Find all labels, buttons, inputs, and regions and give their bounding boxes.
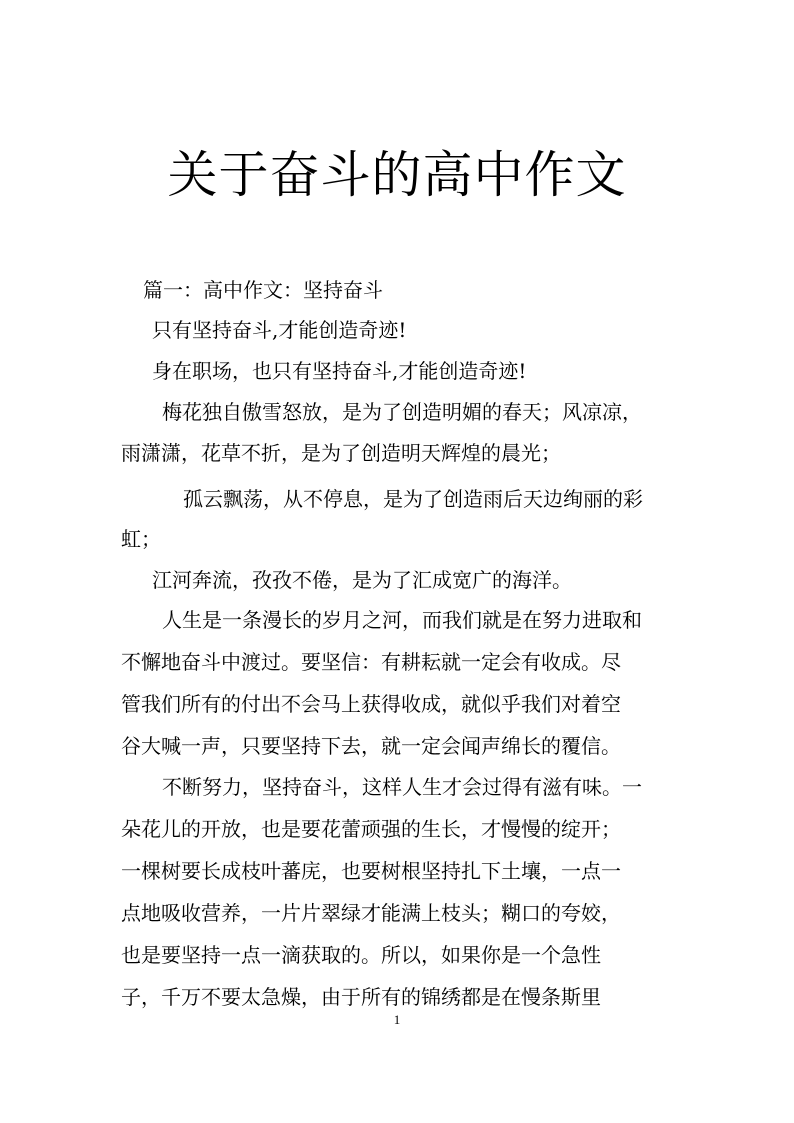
paragraph-line: 孤云飘荡，从不停息，是为了创造雨后天边绚丽的彩 bbox=[183, 487, 643, 511]
paragraph-line: 雨潇潇，花草不折，是为了创造明天辉煌的晨光； bbox=[121, 441, 561, 465]
paragraph-line: 只有坚持奋斗,才能创造奇迹! bbox=[152, 318, 407, 342]
paragraph-line: 管我们所有的付出不会马上获得收成，就似乎我们对着空 bbox=[121, 692, 621, 716]
document-title: 关于奋斗的高中作文 bbox=[167, 146, 627, 204]
paragraph-line: 也是要坚持一点一滴获取的。所以，如果你是一个急性 bbox=[121, 943, 601, 967]
paragraph-line: 不懈地奋斗中渡过。要坚信：有耕耘就一定会有收成。尽 bbox=[121, 650, 621, 674]
paragraph-line: 谷大喊一声，只要坚持下去，就一定会闻声绵长的覆信。 bbox=[121, 734, 621, 758]
paragraph-line: 江河奔流，孜孜不倦，是为了汇成宽广的海洋。 bbox=[152, 568, 572, 592]
paragraph-line: 点地吸收营养，一片片翠绿才能满上枝头；糊口的夸姣， bbox=[121, 901, 621, 925]
paragraph-line: 人生是一条漫长的岁月之河，而我们就是在努力进取和 bbox=[162, 608, 642, 632]
paragraph-line: 身在职场，也只有坚持奋斗,才能创造奇迹! bbox=[152, 359, 527, 383]
paragraph-line: 不断努力，坚持奋斗，这样人生才会过得有滋有味。一 bbox=[162, 775, 642, 799]
paragraph-line: 梅花独自傲雪怒放，是为了创造明媚的春天；风凉凉， bbox=[162, 400, 642, 424]
section-heading: 篇一：高中作文：坚持奋斗 bbox=[143, 278, 383, 302]
page-number: 1 bbox=[393, 1012, 401, 1027]
paragraph-line: 一棵树要长成枝叶蕃庑，也要树根坚持扎下土壤，一点一 bbox=[121, 859, 621, 883]
paragraph-line: 子，千万不要太急燥，由于所有的锦绣都是在慢条斯里 bbox=[121, 985, 601, 1009]
paragraph-line: 朵花儿的开放，也是要花蕾顽强的生长，才慢慢的绽开； bbox=[121, 817, 621, 841]
paragraph-line: 虹； bbox=[121, 527, 161, 551]
